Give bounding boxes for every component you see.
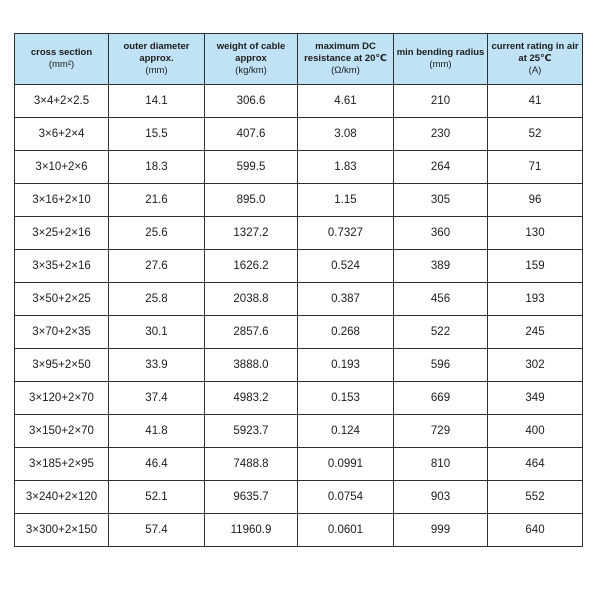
cell-outer-diameter: 37.4 [109,382,205,415]
cell-weight: 306.6 [205,85,298,118]
cell-weight: 9635.7 [205,481,298,514]
cell-bending-radius: 522 [394,316,488,349]
cell-dc-resistance: 0.7327 [298,217,394,250]
cell-weight: 2038.8 [205,283,298,316]
table-row [15,151,583,184]
cell-weight: 11960.9 [205,514,298,547]
cell-outer-diameter: 52.1 [109,481,205,514]
header-outer-diameter [109,34,205,85]
cell-current-rating: 71 [488,151,583,184]
cell-bending-radius: 389 [394,250,488,283]
cell-dc-resistance: 0.124 [298,415,394,448]
header-title: current rating in air at 25℃ [491,41,579,64]
cell-bending-radius: 729 [394,415,488,448]
cell-dc-resistance: 0.0991 [298,448,394,481]
cell-bending-radius: 669 [394,382,488,415]
header-current-rating [488,34,583,85]
cell-current-rating: 400 [488,415,583,448]
cell-weight: 1327.2 [205,217,298,250]
cell-cross-section: 3×35+2×16 [15,250,109,283]
table-row [15,514,583,547]
cell-outer-diameter: 30.1 [109,316,205,349]
cell-cross-section: 3×16+2×10 [15,184,109,217]
cell-dc-resistance: 3.08 [298,118,394,151]
cell-weight: 5923.7 [205,415,298,448]
table-row [15,349,583,382]
table-row [15,283,583,316]
header-unit: (A) [528,65,542,76]
cell-outer-diameter: 27.6 [109,250,205,283]
cell-cross-section: 3×70+2×35 [15,316,109,349]
cell-outer-diameter: 18.3 [109,151,205,184]
cable-specification-table [14,33,583,547]
cell-dc-resistance: 0.193 [298,349,394,382]
cell-current-rating: 245 [488,316,583,349]
cell-current-rating: 640 [488,514,583,547]
cell-dc-resistance: 4.61 [298,85,394,118]
table-row [15,316,583,349]
cell-outer-diameter: 25.8 [109,283,205,316]
header-bending-radius [394,34,488,85]
header-unit: (mm) [429,59,452,70]
header-dc-resistance [298,34,394,85]
cell-bending-radius: 230 [394,118,488,151]
cell-outer-diameter: 25.6 [109,217,205,250]
cell-outer-diameter: 41.8 [109,415,205,448]
cell-current-rating: 302 [488,349,583,382]
cell-outer-diameter: 33.9 [109,349,205,382]
cell-outer-diameter: 57.4 [109,514,205,547]
cell-bending-radius: 999 [394,514,488,547]
header-cross-section [15,34,109,85]
table-row [15,217,583,250]
table-row [15,118,583,151]
cell-current-rating: 96 [488,184,583,217]
cell-outer-diameter: 14.1 [109,85,205,118]
header-title: cross section [30,47,93,58]
cell-weight: 599.5 [205,151,298,184]
table-row [15,382,583,415]
cell-current-rating: 349 [488,382,583,415]
cell-bending-radius: 810 [394,448,488,481]
cell-dc-resistance: 0.153 [298,382,394,415]
cell-dc-resistance: 1.15 [298,184,394,217]
cell-outer-diameter: 21.6 [109,184,205,217]
cell-dc-resistance: 0.387 [298,283,394,316]
cell-current-rating: 552 [488,481,583,514]
cell-bending-radius: 360 [394,217,488,250]
cell-cross-section: 3×185+2×95 [15,448,109,481]
cell-outer-diameter: 46.4 [109,448,205,481]
cell-weight: 7488.8 [205,448,298,481]
cell-cross-section: 3×95+2×50 [15,349,109,382]
cell-cross-section: 3×4+2×2.5 [15,85,109,118]
cell-bending-radius: 456 [394,283,488,316]
cell-bending-radius: 305 [394,184,488,217]
cell-dc-resistance: 0.268 [298,316,394,349]
cell-cross-section: 3×300+2×150 [15,514,109,547]
table-row [15,184,583,217]
cell-current-rating: 159 [488,250,583,283]
cell-weight: 407.6 [205,118,298,151]
header-unit: (mm²) [48,59,75,70]
cell-current-rating: 464 [488,448,583,481]
cell-current-rating: 41 [488,85,583,118]
cell-bending-radius: 596 [394,349,488,382]
header-title: min bending radius [396,47,485,58]
cell-cross-section: 3×50+2×25 [15,283,109,316]
table-row [15,448,583,481]
cell-weight: 1626.2 [205,250,298,283]
header-unit: (Ω/km) [331,65,360,76]
header-unit: (mm) [145,65,168,76]
cell-bending-radius: 903 [394,481,488,514]
header-unit: (kg/km) [235,65,267,76]
table-body [15,85,583,547]
cell-cross-section: 3×120+2×70 [15,382,109,415]
cell-bending-radius: 210 [394,85,488,118]
table-header-row [15,34,583,85]
cell-cross-section: 3×10+2×6 [15,151,109,184]
table-row [15,415,583,448]
cell-bending-radius: 264 [394,151,488,184]
cell-weight: 4983.2 [205,382,298,415]
table-row [15,481,583,514]
cell-weight: 3888.0 [205,349,298,382]
header-title: maximum DC resistance at 20℃ [304,41,387,64]
header-title: weight of cable approx [216,41,286,64]
cell-outer-diameter: 15.5 [109,118,205,151]
cell-cross-section: 3×240+2×120 [15,481,109,514]
cell-weight: 895.0 [205,184,298,217]
cell-current-rating: 193 [488,283,583,316]
cell-dc-resistance: 0.0601 [298,514,394,547]
table-row [15,85,583,118]
cell-cross-section: 3×25+2×16 [15,217,109,250]
cell-current-rating: 130 [488,217,583,250]
cell-dc-resistance: 0.0754 [298,481,394,514]
cell-cross-section: 3×150+2×70 [15,415,109,448]
cell-weight: 2857.6 [205,316,298,349]
header-weight [205,34,298,85]
header-title: outer diameter approx. [123,41,190,64]
table-row [15,250,583,283]
cell-cross-section: 3×6+2×4 [15,118,109,151]
cell-dc-resistance: 0.524 [298,250,394,283]
cell-dc-resistance: 1.83 [298,151,394,184]
cell-current-rating: 52 [488,118,583,151]
